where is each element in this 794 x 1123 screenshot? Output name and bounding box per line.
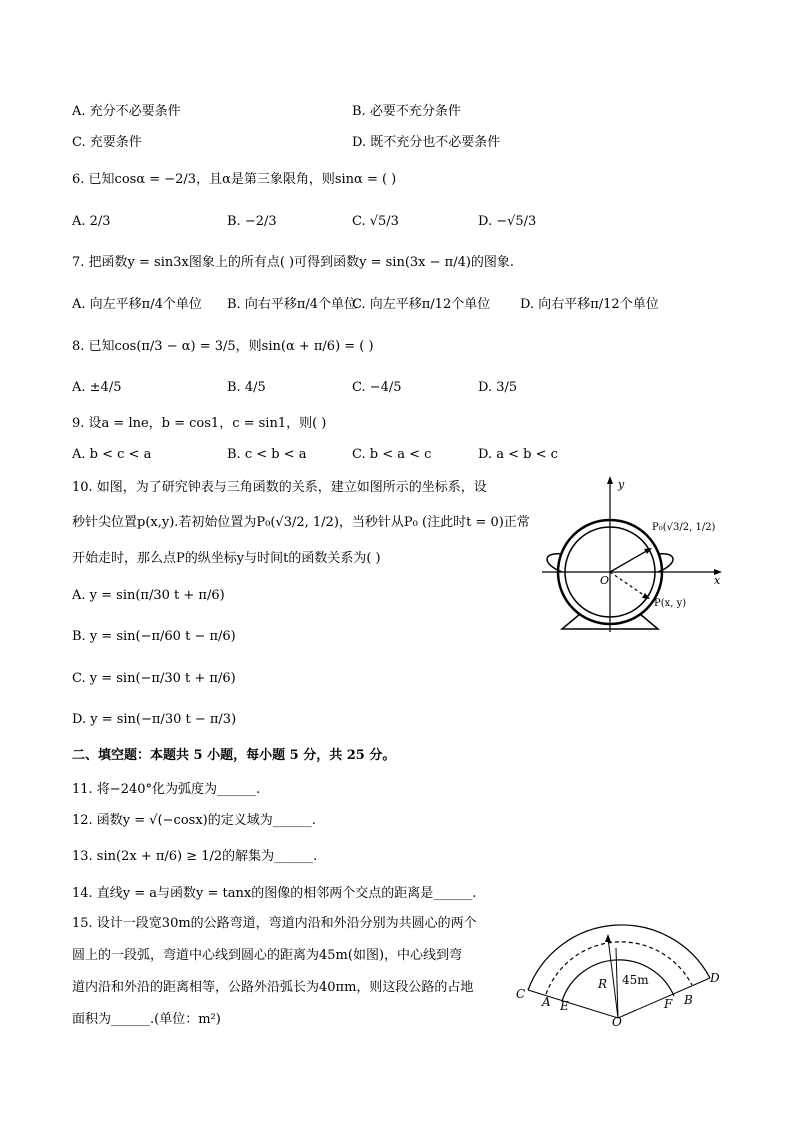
q7-option-b: B. 向右平移π/4个单位	[227, 297, 358, 312]
p0-label: P₀(√3/2, 1/2)	[652, 522, 716, 533]
inner-arc	[562, 960, 674, 1001]
q15-line2: 圆上的一段弧，弯道中心线到圆心的距离为45m(如图)，中心线到弯	[72, 948, 463, 963]
q8-stem: 8. 已知cos(π/3 − α) = 3/5，则sin(α + π/6) = ( )	[72, 339, 374, 354]
point-b: B	[684, 993, 693, 1007]
q10-line3: 开始走时，那么点P的纵坐标y与时间t的函数关系为( )	[72, 551, 381, 566]
outer-arc	[528, 925, 710, 990]
point-e: E	[560, 999, 569, 1013]
q5-option-b: B. 必要不充分条件	[352, 104, 461, 119]
q10-option-c: C. y = sin(−π/30 t + π/6)	[72, 671, 236, 686]
clock-figure	[540, 472, 730, 637]
q6-option-d: D. −√5/3	[478, 214, 537, 229]
q5-option-c: C. 充要条件	[72, 135, 142, 150]
q8-option-b: B. 4/5	[227, 380, 266, 395]
q9-option-b: B. c < b < a	[227, 447, 307, 462]
q9-option-a: A. b < c < a	[72, 447, 152, 462]
point-a: A	[542, 995, 551, 1009]
q5-option-a: A. 充分不必要条件	[72, 104, 181, 119]
q5-option-d: D. 既不充分也不必要条件	[352, 135, 501, 150]
q7-stem: 7. 把函数y = sin3x图象上的所有点( )可得到函数y = sin(3x − π/4)的图象.	[72, 255, 515, 270]
q10-option-a: A. y = sin(π/30 t + π/6)	[72, 588, 225, 603]
q9-stem: 9. 设a = lne，b = cos1，c = sin1，则( )	[72, 416, 327, 431]
q13: 13. sin(2x + π/6) ≥ 1/2的解集为______.	[72, 849, 318, 864]
q10-option-b: B. y = sin(−π/60 t − π/6)	[72, 629, 236, 644]
q7-option-d: D. 向右平移π/12个单位	[520, 297, 659, 312]
point-o: O	[612, 1015, 622, 1029]
point-c: C	[516, 987, 526, 1001]
q15-line3: 道内沿和外沿的距离相等，公路外沿弧长为40πm，则这段公路的占地	[72, 980, 474, 995]
q10-option-d: D. y = sin(−π/30 t − π/3)	[72, 712, 237, 727]
q6-stem: 6. 已知cosα = −2/3，且α是第三象限角，则sinα = ( )	[72, 172, 397, 187]
q9-option-d: D. a < b < c	[478, 447, 558, 462]
road-bend-figure	[508, 898, 730, 1030]
q7-option-c: C. 向左平移π/12个单位	[352, 297, 491, 312]
q8-option-c: C. −4/5	[352, 380, 402, 395]
q12: 12. 函数y = √(−cosx)的定义域为______.	[72, 813, 316, 828]
q6-option-b: B. −2/3	[227, 214, 277, 229]
point-f: F	[664, 997, 673, 1011]
q11: 11. 将−240°化为弧度为______.	[72, 782, 261, 797]
q8-option-a: A. ±4/5	[72, 380, 122, 395]
q14: 14. 直线y = a与函数y = tanx的图像的相邻两个交点的距离是______.	[72, 886, 477, 901]
clock-y-label: y	[618, 478, 625, 491]
center-arc	[546, 942, 692, 994]
q8-option-d: D. 3/5	[478, 380, 518, 395]
q15-line1: 15. 设计一段宽30m的公路弯道，弯道内沿和外沿分别为共圆心的两个	[72, 916, 477, 931]
q9-option-c: C. b < a < c	[352, 447, 432, 462]
distance-label: 45m	[622, 973, 649, 987]
q6-option-c: C. √5/3	[352, 214, 399, 229]
q10-line1: 10. 如图，为了研究钟表与三角函数的关系，建立如图所示的坐标系，设	[72, 480, 487, 495]
radius-label: R	[598, 977, 608, 991]
point-d: D	[710, 971, 720, 985]
clock-origin-label: O	[600, 574, 610, 587]
q10-line2: 秒针尖位置p(x,y).若初始位置为P₀(√3/2, 1/2)，当秒针从P₀ (注此时t = 0)正常	[72, 515, 530, 530]
p-label: P(x, y)	[654, 598, 687, 609]
q15-line4: 面积为______.(单位：m²)	[72, 1012, 221, 1027]
q6-option-a: A. 2/3	[72, 214, 111, 229]
section-2-heading: 二、填空题：本题共 5 小题，每小题 5 分，共 25 分。	[72, 748, 396, 763]
clock-x-label: x	[714, 574, 721, 587]
q7-option-a: A. 向左平移π/4个单位	[72, 297, 202, 312]
